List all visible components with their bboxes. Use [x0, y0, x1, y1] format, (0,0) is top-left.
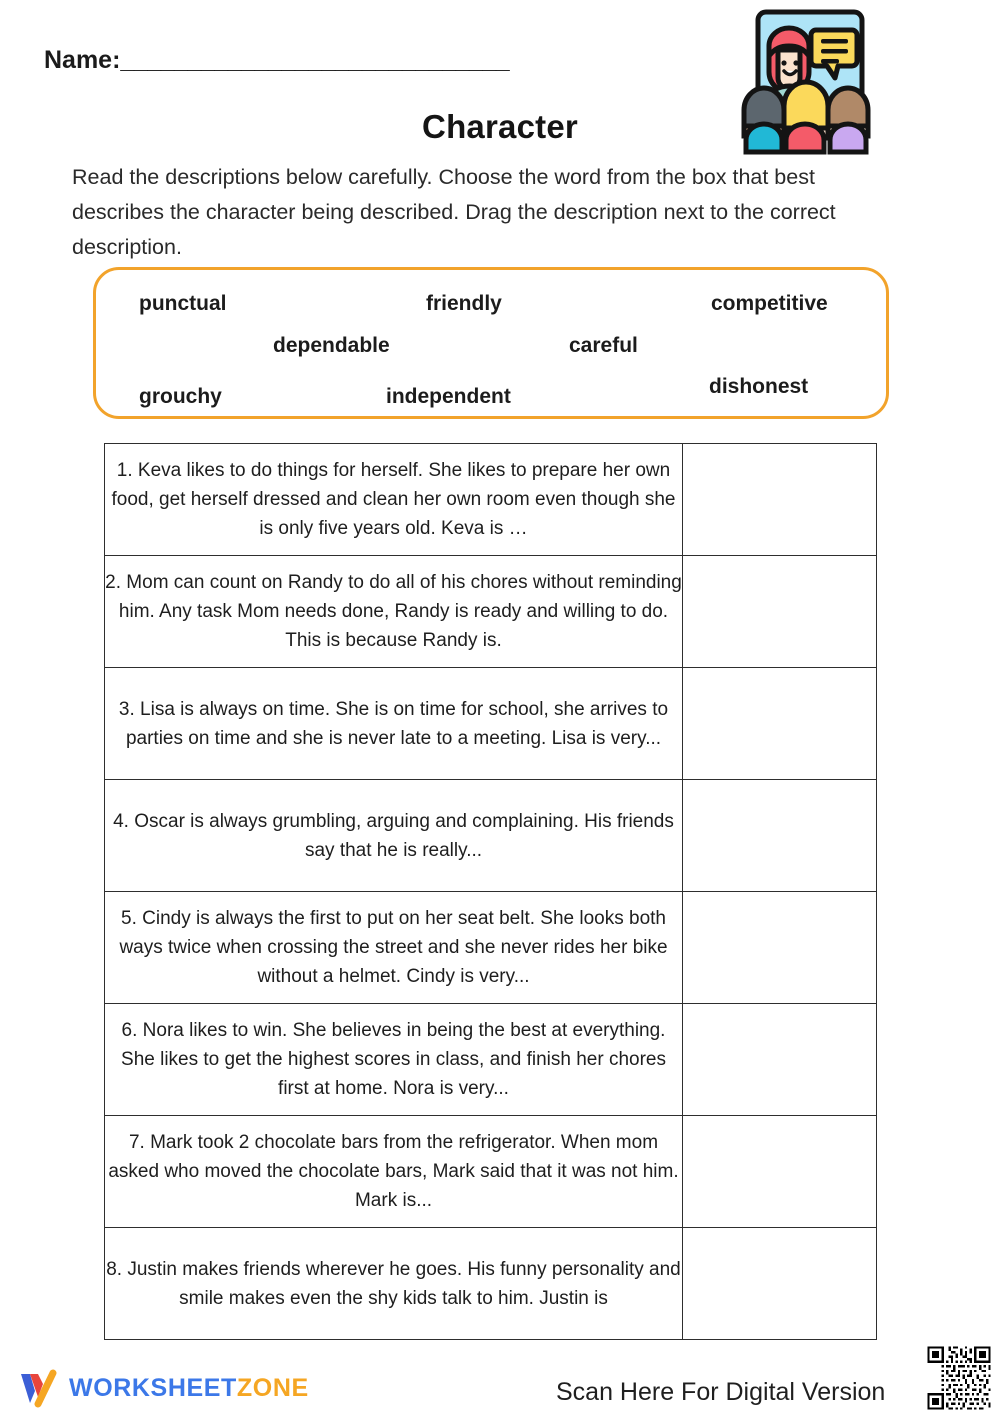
answer-cell[interactable] [683, 444, 877, 556]
answer-cell[interactable] [683, 668, 877, 780]
answer-cell[interactable] [683, 1228, 877, 1340]
logo-text-worksheet: WORKSHEET [69, 1373, 237, 1402]
table-row [105, 1228, 877, 1340]
questions-table [104, 443, 877, 1340]
page-title: Character [422, 108, 578, 145]
table-row [105, 1116, 877, 1228]
table-row [105, 556, 877, 668]
answer-cell[interactable] [683, 1116, 877, 1228]
table-row [105, 1004, 877, 1116]
logo-text [69, 1374, 309, 1403]
name-field-line [44, 46, 509, 75]
answer-cell[interactable] [683, 556, 877, 668]
qr-code-icon[interactable] [925, 1344, 993, 1412]
question-description: 8. Justin makes friends wherever he goes. His funny personality and smile makes even the shy kids talk to him. Justin is [105, 1228, 683, 1340]
answer-cell[interactable] [683, 1004, 877, 1116]
word-bank-item-dependable[interactable]: dependable [273, 334, 390, 357]
question-description: 5. Cindy is always the first to put on her seat belt. She looks both ways twice when crossing the street and she never rides her bike without a helmet. Cindy is very... [105, 892, 683, 1004]
question-description: 1. Keva likes to do things for herself. She likes to prepare her own food, get herself dressed and clean her own room even though she is only five years old. Keva is … [105, 444, 683, 556]
question-description: 2. Mom can count on Randy to do all of his chores without reminding him. Any task Mom needs done, Randy is ready and willing to do. This is because Randy is. [105, 556, 683, 668]
word-bank-item-punctual[interactable]: punctual [139, 292, 227, 315]
word-bank [93, 267, 889, 419]
table-row [105, 892, 877, 1004]
word-bank-item-grouchy[interactable]: grouchy [139, 385, 222, 408]
worksheet-zone-mark-icon [18, 1367, 60, 1409]
question-description: 7. Mark took 2 chocolate bars from the refrigerator. When mom asked who moved the chocolate bars, Mark said that it was not him. Mark is... [105, 1116, 683, 1228]
word-bank-item-competitive[interactable]: competitive [711, 292, 828, 315]
answer-cell[interactable] [683, 892, 877, 1004]
word-bank-item-independent[interactable]: independent [386, 385, 511, 408]
word-bank-item-friendly[interactable]: friendly [426, 292, 502, 315]
table-row [105, 668, 877, 780]
question-description: 4. Oscar is always grumbling, arguing and complaining. His friends say that he is really... [105, 780, 683, 892]
answer-cell[interactable] [683, 780, 877, 892]
instructions-text: Read the descriptions below carefully. Choose the word from the box that best describes the character being described. Drag the description next to the correct description. [72, 165, 836, 259]
logo-text-zone: ZONE [236, 1373, 309, 1402]
scan-here-text: Scan Here For Digital Version [556, 1378, 886, 1406]
word-bank-item-careful[interactable]: careful [569, 334, 638, 357]
worksheet-zone-logo[interactable] [18, 1367, 309, 1409]
table-row [105, 444, 877, 556]
word-bank-item-dishonest[interactable]: dishonest [709, 375, 809, 398]
question-description: 6. Nora likes to win. She believes in being the best at everything. She likes to get the highest scores in class, and finish her chores first at home. Nora is very... [105, 1004, 683, 1116]
name-blank[interactable]: _____________________________ [120, 46, 510, 74]
question-description: 3. Lisa is always on time. She is on time for school, she arrives to parties on time and she is never late to a meeting. Lisa is very... [105, 668, 683, 780]
table-row [105, 780, 877, 892]
name-label: Name: [44, 46, 121, 74]
